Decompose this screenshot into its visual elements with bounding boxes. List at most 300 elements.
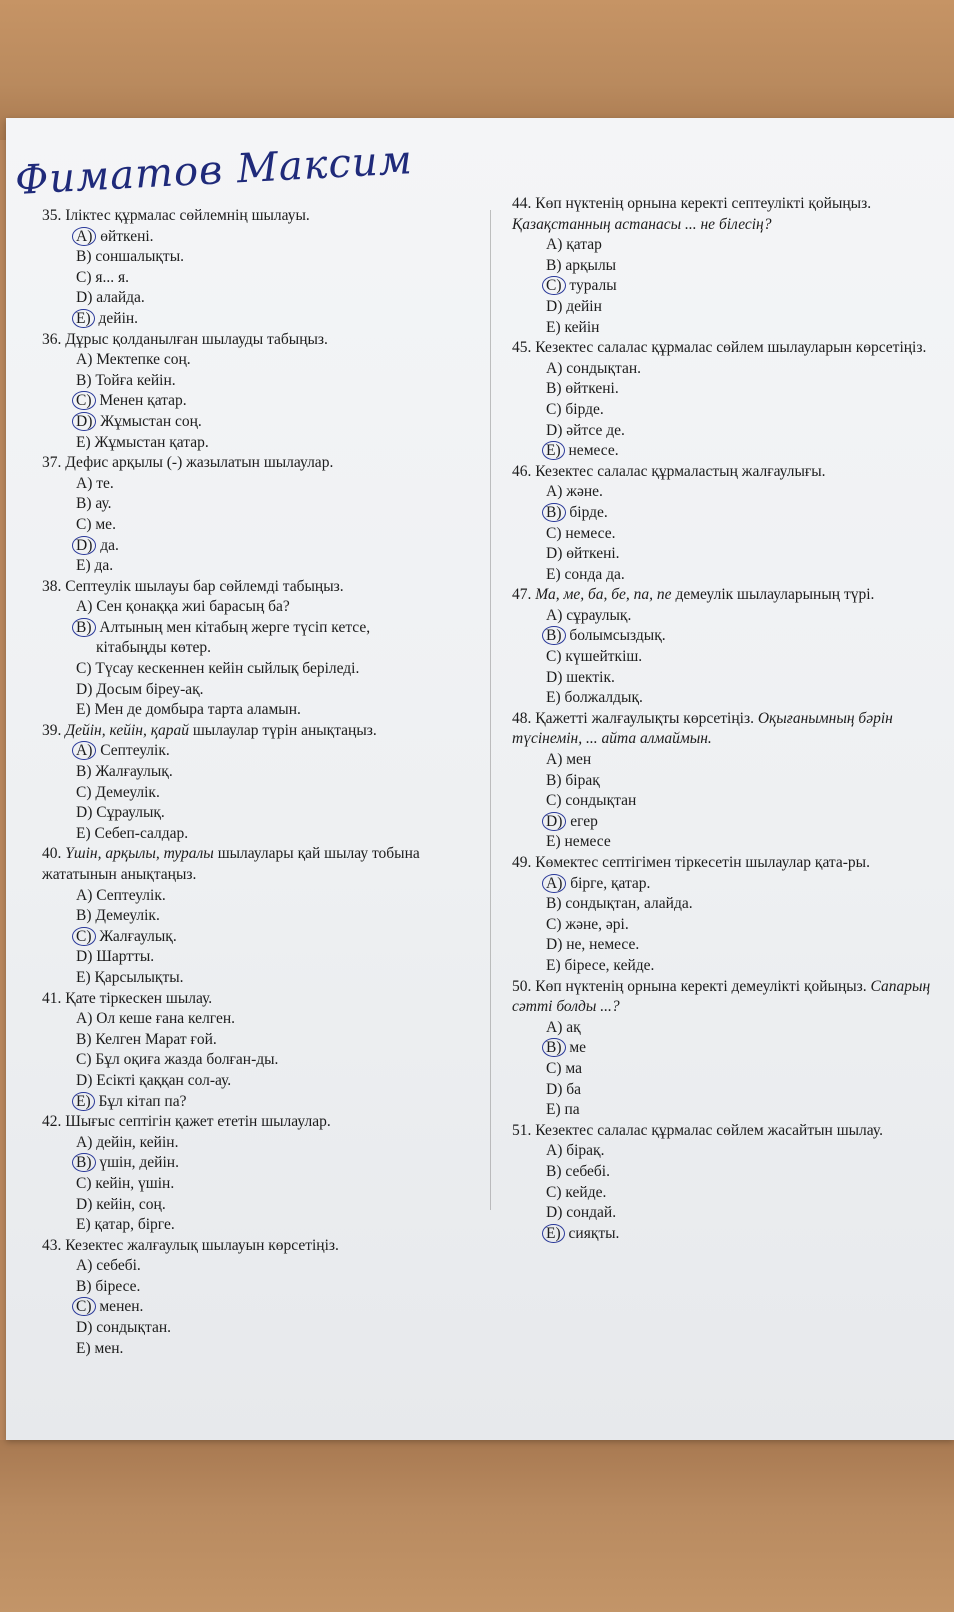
- option-text: сондай.: [566, 1204, 617, 1222]
- answer-option: [42, 227, 482, 248]
- option-text: Есікті қаққан сол-ау.: [96, 1071, 232, 1089]
- option-letter: C): [546, 1059, 562, 1077]
- question: [512, 338, 952, 462]
- option-letter: A): [72, 741, 96, 760]
- answer-option: [512, 935, 952, 956]
- option-letter: E): [76, 968, 91, 986]
- answer-option: [512, 1141, 952, 1162]
- answer-option: [512, 915, 952, 936]
- option-letter: B): [76, 1277, 92, 1295]
- option-text: өйткені.: [566, 545, 620, 563]
- answer-option: [512, 297, 952, 318]
- question-text: [512, 853, 952, 874]
- question-text: [512, 462, 952, 483]
- answer-option: [512, 400, 952, 421]
- option-letter: A): [76, 886, 93, 904]
- option-letter: E): [542, 441, 565, 460]
- option-letter: C): [542, 276, 566, 295]
- option-text: да.: [94, 557, 114, 575]
- option-text: Бұл оқиға жазда болған-ды.: [95, 1051, 279, 1069]
- option-text: Мен де домбыра тарта аламын.: [94, 701, 301, 719]
- question-text: [42, 989, 482, 1010]
- option-text: болжалдық.: [564, 689, 643, 707]
- option-letter: C): [546, 792, 562, 810]
- option-letter: B): [76, 248, 92, 266]
- option-text: па: [564, 1101, 580, 1119]
- question-text: [512, 585, 952, 606]
- option-letter: D): [546, 421, 563, 439]
- option-letter: C): [546, 648, 562, 666]
- answer-option: [42, 762, 482, 783]
- option-text: кейін: [564, 318, 600, 336]
- option-letter: A): [546, 359, 563, 377]
- question-text: [42, 453, 482, 474]
- option-letter: B): [72, 1153, 96, 1172]
- answer-option: [42, 494, 482, 515]
- right-question-column: [512, 194, 952, 1244]
- option-letter: A): [76, 1257, 93, 1275]
- option-text: сұраулық.: [566, 606, 632, 624]
- question-text: [42, 330, 482, 351]
- option-text: қатар, бірге.: [94, 1216, 175, 1234]
- answer-option: [512, 1059, 952, 1080]
- question-text: [42, 206, 482, 227]
- option-text: кітабыңды көтер.: [96, 639, 212, 657]
- question: [42, 844, 482, 988]
- option-text: кейін, үшін.: [95, 1174, 175, 1192]
- option-text: болымсыздық.: [569, 627, 666, 645]
- question: [42, 330, 482, 454]
- answer-option: [42, 1092, 482, 1113]
- question: [42, 1112, 482, 1236]
- answer-option: [42, 433, 482, 454]
- question-number: 36.: [42, 330, 66, 348]
- option-letter: C): [76, 1174, 92, 1192]
- option-text: Сұраулық.: [96, 804, 165, 822]
- answer-option: [42, 638, 482, 659]
- answer-option: [42, 350, 482, 371]
- answer-option: [512, 1038, 952, 1059]
- option-text: немесе.: [565, 524, 616, 542]
- answer-option: [42, 783, 482, 804]
- answer-option: [42, 741, 482, 762]
- test-sheet: [6, 118, 954, 1440]
- option-text: шектік.: [566, 668, 615, 686]
- question: [512, 853, 952, 977]
- option-letter: B): [76, 763, 92, 781]
- option-letter: B): [76, 1030, 92, 1048]
- option-letter: D): [76, 804, 93, 822]
- option-letter: D): [546, 545, 563, 563]
- answer-option: [512, 1183, 952, 1204]
- option-letter: E): [546, 956, 561, 974]
- option-text: Тойға кейін.: [95, 371, 176, 389]
- option-letter: C): [76, 515, 92, 533]
- question-text: [512, 709, 952, 750]
- option-letter: A): [546, 1018, 563, 1036]
- question: [512, 977, 952, 1121]
- answer-option: [42, 824, 482, 845]
- question-text: [512, 977, 952, 1018]
- question-text-part: Көп нүктенің орнына керекті демеулікті қойыңыз.: [535, 977, 871, 995]
- question: [42, 989, 482, 1113]
- option-letter: A): [542, 874, 566, 893]
- option-text: мен: [566, 751, 592, 769]
- answer-option: [42, 536, 482, 557]
- option-letter: C): [76, 660, 92, 678]
- option-letter: B): [76, 907, 92, 925]
- question-number: 39.: [42, 721, 66, 739]
- question-number: 40.: [42, 845, 66, 863]
- answer-option: [512, 421, 952, 442]
- question-number: 43.: [42, 1236, 66, 1254]
- option-text: ма: [565, 1059, 582, 1077]
- option-text: Демеулік.: [95, 907, 160, 925]
- option-letter: B): [546, 380, 562, 398]
- question-number: 46.: [512, 462, 536, 480]
- option-text: Сен қонаққа жиі барасың ба?: [96, 598, 290, 616]
- option-letter: A): [76, 1133, 93, 1151]
- answer-option: [512, 276, 952, 297]
- option-text: біресе.: [95, 1277, 141, 1295]
- question-number: 47.: [512, 586, 536, 604]
- option-text: сондықтан.: [566, 359, 642, 377]
- question-text-part: Дефис арқылы (-) жазылатын шылаулар.: [65, 454, 334, 472]
- option-letter: C): [72, 927, 96, 946]
- option-text: бірде.: [569, 503, 608, 521]
- option-text: бірге, қатар.: [570, 874, 651, 892]
- option-text: себебі.: [96, 1257, 141, 1275]
- option-letter: E): [72, 309, 95, 328]
- answer-option: [512, 524, 952, 545]
- answer-option: [42, 803, 482, 824]
- option-letter: D): [546, 936, 563, 954]
- question-text-part: Қате тіркескен шылау.: [65, 989, 213, 1007]
- answer-option: [512, 441, 952, 462]
- question-text-part: Кезектес салалас құрмаластың жалғаулығы.: [535, 462, 826, 480]
- option-letter: E): [546, 565, 561, 583]
- option-letter: C): [76, 268, 92, 286]
- question: [42, 1236, 482, 1360]
- option-letter: B): [546, 895, 562, 913]
- question-text-part: Шығыс септігін қажет ететін шылаулар.: [65, 1113, 331, 1131]
- option-text: Септеулік.: [100, 742, 170, 760]
- question-number: 50.: [512, 977, 536, 995]
- answer-option: [512, 812, 952, 833]
- option-text: сондықтан, алайда.: [565, 895, 693, 913]
- option-letter: D): [542, 812, 566, 831]
- option-text: мен.: [94, 1339, 124, 1357]
- option-text: не, немесе.: [566, 936, 640, 954]
- answer-option: [42, 927, 482, 948]
- option-letter: D): [546, 1204, 563, 1222]
- option-text: себебі.: [565, 1162, 610, 1180]
- answer-option: [42, 1009, 482, 1030]
- answer-option: [42, 618, 482, 639]
- option-letter: D): [76, 680, 93, 698]
- answer-option: [512, 668, 952, 689]
- option-letter: D): [546, 668, 563, 686]
- question-number: 41.: [42, 989, 66, 1007]
- answer-option: [512, 256, 952, 277]
- option-text: Жалғаулық.: [99, 927, 177, 945]
- question-text-part: Көп нүктенің орнына керекті септеулікті қойыңыз.: [535, 195, 872, 212]
- option-text: Менен қатар.: [99, 392, 187, 410]
- answer-option: [42, 247, 482, 268]
- question-text: [512, 338, 952, 359]
- answer-option: [42, 391, 482, 412]
- question: [42, 721, 482, 845]
- option-letter: D): [76, 948, 93, 966]
- answer-option: [42, 886, 482, 907]
- question-text-italic: Оқығанымның бәрін түсінемін, ... айта алмаймын.: [512, 709, 893, 748]
- option-text: және.: [566, 483, 603, 501]
- option-text: Мектепке соң.: [96, 351, 191, 369]
- handwritten-name: Фиматов Максим: [14, 137, 414, 204]
- question-text-part: Көмектес септігімен тіркесетін шылаулар қата-ры.: [535, 854, 870, 871]
- question-text-part: Іліктес құрмалас сөйлемнің шылауы.: [65, 207, 310, 224]
- option-letter: A): [76, 351, 93, 369]
- option-letter: D): [76, 289, 93, 307]
- option-text: немесе: [564, 833, 611, 851]
- option-letter: A): [546, 1142, 563, 1160]
- answer-option: [42, 1050, 482, 1071]
- option-text: Септеулік.: [96, 886, 166, 904]
- answer-option: [42, 556, 482, 577]
- question-number: 42.: [42, 1113, 66, 1131]
- option-text: Демеулік.: [95, 783, 160, 801]
- question-text-italic: Қазақстанның астанасы ... не білесің?: [512, 215, 772, 233]
- question: [512, 1121, 952, 1245]
- option-text: дейін: [566, 297, 602, 315]
- option-letter: A): [76, 598, 93, 616]
- option-text: ба: [566, 1080, 582, 1098]
- option-text: менен.: [99, 1298, 144, 1316]
- option-letter: D): [546, 1080, 563, 1098]
- option-letter: B): [542, 1038, 566, 1057]
- option-text: ме.: [95, 515, 116, 533]
- answer-option: [42, 1256, 482, 1277]
- option-text: соншалықты.: [95, 248, 184, 266]
- option-letter: C): [72, 391, 96, 410]
- question-text: [42, 721, 482, 742]
- question-text-italic: Ма, ме, ба, бе, па, пе: [535, 586, 672, 604]
- option-text: да.: [100, 536, 119, 554]
- option-text: Ол кеше ғана келген.: [96, 1010, 236, 1028]
- question-number: 48.: [512, 709, 536, 727]
- column-divider: [490, 210, 491, 1210]
- option-text: арқылы: [565, 256, 617, 274]
- option-text: сонда да.: [564, 565, 625, 583]
- answer-option: [512, 1203, 952, 1224]
- question-text: [42, 844, 482, 885]
- option-letter: B): [76, 371, 92, 389]
- answer-option: [42, 1174, 482, 1195]
- answer-option: [512, 894, 952, 915]
- option-text: дейін.: [98, 309, 139, 327]
- question-text-part: Кезектес жалғаулық шылауын көрсетіңіз.: [65, 1236, 339, 1254]
- answer-option: [42, 288, 482, 309]
- option-letter: E): [76, 557, 91, 575]
- option-text: дейін, кейін.: [96, 1133, 179, 1151]
- option-letter: B): [546, 771, 562, 789]
- option-text: ау.: [95, 495, 112, 513]
- question-number: 49.: [512, 854, 536, 871]
- option-text: бірақ: [565, 771, 600, 789]
- option-letter: B): [76, 495, 92, 513]
- option-text: әйтсе де.: [566, 421, 625, 439]
- answer-option: [512, 771, 952, 792]
- answer-option: [512, 1224, 952, 1245]
- question-text-italic: Үшін, арқылы, туралы: [65, 845, 214, 863]
- question-number: 51.: [512, 1121, 536, 1139]
- option-letter: E): [542, 1224, 565, 1243]
- answer-option: [512, 318, 952, 339]
- option-letter: B): [546, 1162, 562, 1180]
- option-text: немесе.: [568, 442, 619, 460]
- option-text: те.: [96, 474, 114, 492]
- answer-option: [512, 832, 952, 853]
- answer-option: [42, 1195, 482, 1216]
- answer-option: [512, 1100, 952, 1121]
- question-text: [512, 1121, 952, 1142]
- option-text: Себеп-салдар.: [94, 824, 189, 842]
- option-letter: B): [72, 618, 96, 637]
- answer-option: [512, 1162, 952, 1183]
- question: [512, 462, 952, 586]
- answer-option: [512, 1080, 952, 1101]
- option-letter: E): [76, 1216, 91, 1234]
- answer-option: [512, 688, 952, 709]
- question-text: [42, 1236, 482, 1257]
- question: [42, 206, 482, 330]
- question-text-part: Септеулік шылауы бар сөйлемді табыңыз.: [65, 577, 344, 595]
- answer-option: [512, 359, 952, 380]
- option-text: Алтының мен кітабың жерге түсіп кетсе,: [99, 618, 371, 636]
- option-letter: C): [72, 1297, 96, 1316]
- option-letter: E): [546, 1101, 561, 1119]
- answer-option: [512, 791, 952, 812]
- option-text: Қарсылықты.: [94, 968, 184, 986]
- option-letter: D): [72, 536, 96, 555]
- answer-option: [42, 1030, 482, 1051]
- option-letter: C): [76, 783, 92, 801]
- option-letter: E): [546, 833, 561, 851]
- answer-option: [512, 482, 952, 503]
- question-number: 37.: [42, 454, 66, 472]
- answer-option: [512, 606, 952, 627]
- question-text-part: Дұрыс қолданылған шылауды табыңыз.: [65, 330, 328, 348]
- answer-option: [42, 906, 482, 927]
- option-text: сондықтан.: [96, 1319, 172, 1337]
- option-text: туралы: [569, 277, 617, 295]
- option-text: біресе, кейде.: [564, 956, 655, 974]
- option-text: күшейткіш.: [565, 648, 643, 666]
- answer-option: [512, 874, 952, 895]
- option-letter: C): [546, 524, 562, 542]
- question-text: [42, 1112, 482, 1133]
- option-text: өйткені.: [565, 380, 619, 398]
- question-text-part: шылаулар түрін анықтаңыз.: [188, 721, 377, 739]
- answer-option: [512, 1018, 952, 1039]
- question-text-italic: Сапарың сәтті болды ...?: [512, 977, 931, 1016]
- option-text: кейде.: [565, 1183, 607, 1201]
- option-text: үшін, дейін.: [99, 1154, 179, 1172]
- answer-option: [42, 947, 482, 968]
- answer-option: [42, 1153, 482, 1174]
- question: [512, 709, 952, 853]
- option-text: Жұмыстан соң.: [100, 412, 202, 430]
- option-letter: B): [542, 626, 566, 645]
- question-text: [512, 194, 952, 235]
- option-letter: C): [76, 1051, 92, 1069]
- answer-option: [42, 412, 482, 433]
- question-text-part: Кезектес салалас құрмалас сөйлем жасайтын шылау.: [535, 1121, 883, 1139]
- option-letter: E): [76, 1339, 91, 1357]
- option-text: ақ: [566, 1018, 581, 1036]
- option-letter: A): [72, 227, 96, 246]
- answer-option: [512, 503, 952, 524]
- option-text: алайда.: [96, 289, 145, 307]
- option-text: я... я.: [95, 268, 130, 286]
- option-text: кейін, соң.: [96, 1195, 166, 1213]
- question-text-part: демеулік шылауларының түрі.: [671, 586, 875, 604]
- option-text: бірақ.: [566, 1142, 605, 1160]
- option-text: егер: [570, 812, 598, 830]
- option-text: Шартты.: [96, 948, 155, 966]
- option-text: Келген Марат ғой.: [95, 1030, 217, 1048]
- option-text: өйткені.: [100, 227, 154, 245]
- option-letter: A): [546, 606, 563, 624]
- option-text: Досым біреу-ақ.: [96, 680, 204, 698]
- option-text: сондықтан: [565, 792, 637, 810]
- answer-option: [512, 750, 952, 771]
- option-letter: E): [546, 318, 561, 336]
- question-number: 38.: [42, 577, 66, 595]
- question-text: [42, 577, 482, 598]
- option-text: қатар: [566, 236, 602, 254]
- option-letter: D): [76, 1071, 93, 1089]
- question-number: 35.: [42, 207, 66, 224]
- option-text: сияқты.: [568, 1224, 620, 1242]
- option-text: ме: [569, 1039, 587, 1057]
- answer-option: [42, 309, 482, 330]
- option-letter: C): [546, 1183, 562, 1201]
- option-letter: A): [546, 236, 563, 254]
- answer-option: [512, 565, 952, 586]
- answer-option: [512, 626, 952, 647]
- left-question-column: [42, 206, 482, 1359]
- option-letter: C): [546, 915, 562, 933]
- option-letter: E): [76, 701, 91, 719]
- question: [42, 577, 482, 721]
- answer-option: [42, 1339, 482, 1360]
- question: [42, 453, 482, 577]
- question-text-italic: Дейін, кейін, қарай: [65, 721, 189, 739]
- answer-option: [42, 1215, 482, 1236]
- answer-option: [42, 597, 482, 618]
- question-text-part: Кезектес салалас құрмалас сөйлем шылауларын көрсетіңіз.: [535, 339, 927, 357]
- answer-option: [512, 956, 952, 977]
- option-letter: C): [546, 400, 562, 418]
- option-letter: E): [76, 824, 91, 842]
- option-text: Жалғаулық.: [95, 763, 173, 781]
- option-letter: B): [546, 256, 562, 274]
- answer-option: [42, 1071, 482, 1092]
- question-number: 45.: [512, 339, 536, 357]
- option-text: Түсау кескеннен кейін сыйлық беріледі.: [95, 660, 360, 678]
- answer-option: [42, 700, 482, 721]
